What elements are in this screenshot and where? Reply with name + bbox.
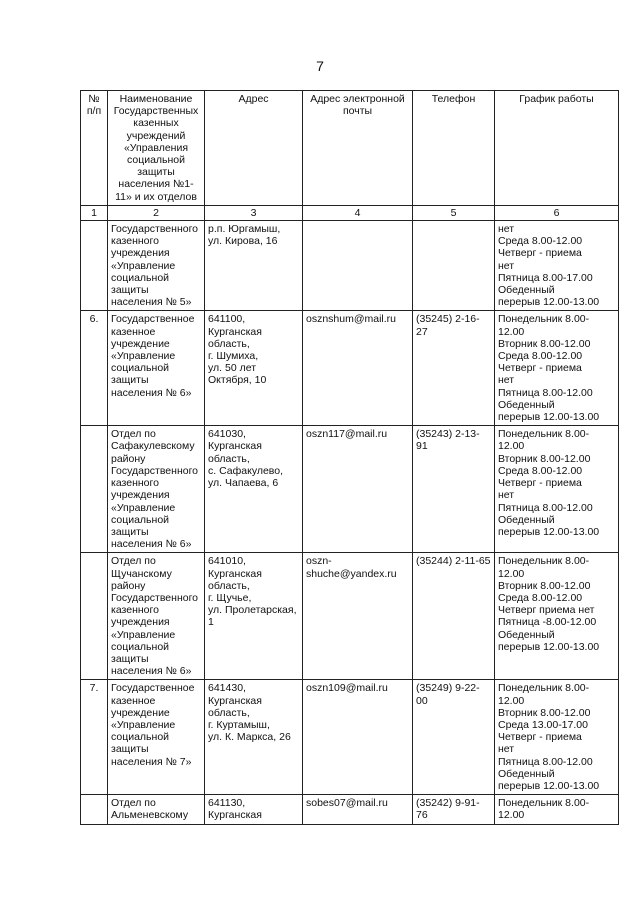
cell-line: 12.00 [498,440,525,453]
cell-line: Курганская [208,694,262,707]
cell-line: социальной [111,640,170,653]
cell-line: казенного [111,235,159,248]
cell-line: sobes07@mail.ru [306,797,388,810]
cell-line: 641100, [208,313,246,326]
cell-line: Наименование [119,93,193,105]
cell-line: населения № 6» [111,665,192,678]
cell-line: «Управление [111,259,176,272]
cell-line: 12.00 [498,325,525,338]
cell-line: Среда 13.00-17.00 [498,718,588,731]
cell-line: ул. 50 лет [208,362,257,375]
cell-line: Пятница 8.00-12.00 [498,755,593,768]
cell-line: перерыв 12.00-13.00 [498,640,600,653]
cell-line: социальной [111,731,170,744]
cell-line: Обеденный [498,398,555,411]
cell-email [303,311,413,426]
cell-line: Среда 8.00-12.00 [498,591,583,604]
cell-line: 11» и их отделов [115,190,197,203]
cell-line: перерыв 12.00-13.00 [498,525,600,538]
cell-phone [413,680,495,795]
cell-name [108,680,205,795]
cell-line: Четверг приема нет [498,604,595,617]
cell-line: «Управление [111,350,176,363]
cell-line: Четверг - приема [498,247,582,260]
cell-line: Обеденный [498,513,555,526]
cell-line: область, [208,579,250,592]
cell-line: 12.00 [498,809,525,822]
cell-line: Вторник 8.00-12.00 [498,579,591,592]
cell-line: oszn117@mail.ru [306,428,388,441]
cell-line: shuche@yandex.ru [306,567,397,580]
cell-line: учреждения [111,489,170,502]
cell-line: защиты [111,284,149,297]
cell-line: Вторник 8.00-12.00 [498,337,591,350]
cell-line: Понедельник 8.00- [498,555,590,568]
header-schedule [495,91,619,206]
cell-line: защиты [111,374,149,387]
cell-line: Щучанскому [111,567,172,580]
cell-line: Среда 8.00-12.00 [498,464,583,477]
cell-line: 12.00 [498,694,525,707]
cell-line: Курганская [208,325,262,338]
cell-line: перерыв 12.00-13.00 [498,779,600,792]
cell-phone [413,221,495,311]
cell-line: учреждений [126,129,186,142]
cell-line: учреждения [111,616,170,629]
column-number: 3 [205,205,303,220]
cell-line: социальной [111,271,170,284]
cell-line: osznshum@mail.ru [306,313,397,326]
cell-line: 641010, [208,555,246,568]
cell-line: г. Щучье, [208,591,252,604]
cell-line: «Управление [111,628,176,641]
cell-address [205,426,303,553]
cell-phone [413,426,495,553]
cell-line: oszn- [306,555,332,568]
cell-line: ул. Кирова, 16 [208,235,278,248]
cell-line: р.п. Юргамыш, [208,223,281,236]
cell-line: Вторник 8.00-12.00 [498,452,591,465]
cell-number [81,426,108,553]
cell-line: населения № 6» [111,386,192,399]
cell-line: Альменевскому [111,809,189,822]
cell-schedule [495,680,619,795]
cell-line: Пятница 8.00-17.00 [498,271,593,284]
cell-address [205,680,303,795]
cell-line: область, [208,706,250,719]
cell-address [205,221,303,311]
table-row [81,221,619,311]
cell-line: району [111,452,146,465]
cell-line: График работы [519,93,594,105]
table-header-row [81,91,619,206]
cell-number: 7. [81,680,108,795]
cell-line: 00 [416,694,428,707]
cell-line: 12.00 [498,567,525,580]
cell-line: (35249) 9-22- [416,682,480,695]
cell-line: Обеденный [498,628,555,641]
cell-line: Четверг - приема [498,477,582,490]
cell-line: Пятница 8.00-12.00 [498,501,593,514]
cell-line: 1 [208,616,214,629]
cell-line: Государственного [111,223,199,236]
cell-name [108,553,205,680]
cell-line: Четверг - приема [498,362,582,375]
column-number: 4 [303,205,413,220]
cell-line: нет [498,489,515,502]
cell-line: п/п [86,105,102,118]
cell-line: «Управление [111,501,176,514]
table-row [81,680,619,795]
cell-line: «Управление [111,718,176,731]
cell-line: населения №1- [118,178,194,191]
cell-line: 641030, [208,428,246,441]
cell-name [108,221,205,311]
cell-email [303,680,413,795]
cell-name [108,311,205,426]
cell-line: Понедельник 8.00- [498,428,590,441]
cell-line: г. Куртамыш, [208,718,270,731]
header-number [81,91,108,206]
cell-line: Октября, 10 [208,374,267,387]
cell-address [205,311,303,426]
cell-line: казенное [111,694,156,707]
cell-schedule [495,221,619,311]
cell-line: ул. Чапаева, 6 [208,477,279,490]
cell-line: Государственных [113,105,199,118]
cell-line: Телефон [431,93,476,105]
cell-line: нет [498,259,515,272]
cell-line: Адрес [238,93,269,105]
cell-line: Курганская [208,809,262,822]
header-email [303,91,413,206]
cell-line: социальной [111,513,170,526]
table-body [81,221,619,825]
cell-line: Отдел по [111,555,156,568]
cell-line: населения № 6» [111,538,192,551]
cell-schedule [495,795,619,824]
cell-line: Курганская [208,440,262,453]
cell-phone [413,795,495,824]
cell-line: 76 [416,809,428,822]
cell-line: oszn109@mail.ru [306,682,388,695]
cell-line: защиты [137,166,175,179]
cell-line: г. Шумиха, [208,350,259,363]
cell-line: Курганская [208,567,262,580]
cell-line: Среда 8.00-12.00 [498,235,583,248]
cell-line: казенное [111,325,156,338]
cell-number: 6. [81,311,108,426]
cell-line: Среда 8.00-12.00 [498,350,583,363]
cell-line: учреждение [111,706,170,719]
cell-line: (35244) 2-11-65 [416,555,491,568]
cell-line: казенного [111,604,159,617]
cell-line: область, [208,337,250,350]
table-row [81,795,619,824]
cell-line: Обеденный [498,767,555,780]
column-number: 6 [495,205,619,220]
cell-line: Понедельник 8.00- [498,797,590,810]
cell-line: нет [498,743,515,756]
table-row [81,553,619,680]
cell-line: почты [342,105,373,118]
cell-line: социальной [126,154,186,167]
column-number-row [81,205,619,220]
cell-number [81,221,108,311]
cell-line: Государственное [111,682,195,695]
cell-line: казенных [133,117,179,130]
cell-phone [413,311,495,426]
institutions-table [80,90,619,825]
cell-line: (35243) 2-13- [416,428,480,441]
cell-line: (35245) 2-16- [416,313,480,326]
cell-line: перерыв 12.00-13.00 [498,411,600,424]
cell-phone [413,553,495,680]
cell-line: область, [208,452,250,465]
column-number: 1 [81,205,108,220]
cell-line: Государственного [111,591,199,604]
cell-line: (35242) 9-91- [416,797,480,810]
cell-line: району [111,579,146,592]
cell-line: 27 [416,325,428,338]
cell-line: ул. Пролетарская, [208,604,297,617]
cell-line: «Управления [123,141,189,154]
cell-line: 91 [416,440,428,453]
header-address [205,91,303,206]
cell-line: Сафакулевскому [111,440,195,453]
cell-schedule [495,553,619,680]
cell-address [205,553,303,680]
cell-email [303,795,413,824]
cell-email [303,426,413,553]
cell-name [108,795,205,824]
cell-name [108,426,205,553]
cell-address [205,795,303,824]
cell-number [81,795,108,824]
column-number: 2 [108,205,205,220]
cell-schedule [495,426,619,553]
table-row [81,311,619,426]
cell-line: перерыв 12.00-13.00 [498,296,600,309]
cell-line: населения № 5» [111,296,192,309]
cell-line: защиты [111,652,149,665]
cell-line: Обеденный [498,284,555,297]
header-name [108,91,205,206]
cell-number [81,553,108,680]
cell-line: учреждение [111,337,170,350]
cell-line: 641130, [208,797,246,810]
cell-line: Пятница 8.00-12.00 [498,386,593,399]
table-row [81,426,619,553]
cell-line: защиты [111,525,149,538]
cell-line: защиты [111,743,149,756]
cell-line: Четверг - приема [498,731,582,744]
cell-line: Понедельник 8.00- [498,313,590,326]
cell-schedule [495,311,619,426]
cell-line: Государственное [111,313,195,326]
cell-line: ул. К. Маркса, 26 [208,731,291,744]
page-number: 7 [316,58,324,74]
cell-line: казенного [111,477,159,490]
cell-email [303,553,413,680]
cell-line: Вторник 8.00-12.00 [498,706,591,719]
cell-line: Пятница -8.00-12.00 [498,616,597,629]
cell-line: нет [498,223,515,236]
cell-line: Адрес электронной [310,93,405,105]
column-number: 5 [413,205,495,220]
cell-line: с. Сафакулево, [208,464,284,477]
cell-line: Государственного [111,464,199,477]
cell-line: Понедельник 8.00- [498,682,590,695]
cell-line: учреждения [111,247,170,260]
cell-email [303,221,413,311]
cell-line: Отдел по [111,428,156,441]
cell-line: № [88,93,100,105]
cell-line: населения № 7» [111,755,192,768]
cell-line: социальной [111,362,170,375]
cell-line: Отдел по [111,797,156,810]
cell-line: нет [498,374,515,387]
cell-line: 641430, [208,682,246,695]
header-phone [413,91,495,206]
